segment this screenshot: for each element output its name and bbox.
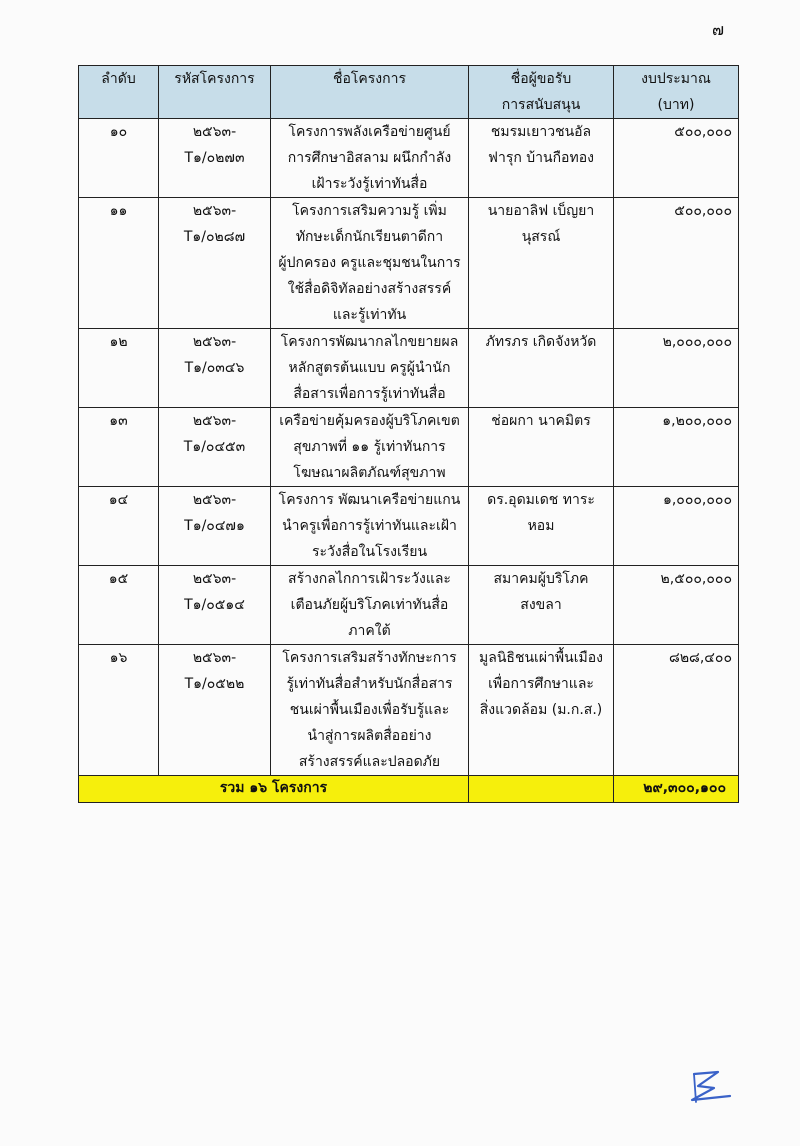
row-code: ๒๕๖๓- T๑/๐๕๑๔ bbox=[159, 566, 271, 645]
row-project-name: โครงการ พัฒนาเครือข่ายแกน นำครูเพื่อการรู้เท่าทันและเฝ้า ระวังสื่อในโรงเรียน bbox=[271, 487, 469, 566]
row-code: ๒๕๖๓- T๑/๐๓๔๖ bbox=[159, 329, 271, 408]
table-row bbox=[79, 329, 739, 408]
row-budget: ๘๒๘,๔๐๐ bbox=[614, 645, 739, 776]
row-code: ๒๕๖๓- T๑/๐๔๕๓ bbox=[159, 408, 271, 487]
total-empty-cell bbox=[469, 776, 614, 803]
total-label: รวม ๑๖ โครงการ bbox=[79, 776, 469, 803]
table-row bbox=[79, 487, 739, 566]
total-row bbox=[79, 776, 739, 803]
row-project-name: โครงการเสริมความรู้ เพิ่ม ทักษะเด็กนักเรียนตาดีกา ผู้ปกครอง ครูและชุมชนในการ ใช้สื่อดิจิทัลอย่างสร้างสรรค์ และรู้เท่าทัน bbox=[271, 198, 469, 329]
row-applicant: มูลนิธิชนเผ่าพื้นเมือง เพื่อการศึกษาและ สิ่งแวดล้อม (ม.ก.ส.) bbox=[469, 645, 614, 776]
table-row bbox=[79, 198, 739, 329]
row-project-name: สร้างกลไกการเฝ้าระวังและ เตือนภัยผู้บริโภคเท่าทันสื่อ ภาคใต้ bbox=[271, 566, 469, 645]
row-no: ๑๓ bbox=[79, 408, 159, 487]
header-name: ชื่อโครงการ bbox=[271, 66, 469, 119]
row-applicant: ภัทรภร เกิดจังหวัด bbox=[469, 329, 614, 408]
row-budget: ๑,๐๐๐,๐๐๐ bbox=[614, 487, 739, 566]
row-no: ๑๐ bbox=[79, 119, 159, 198]
table-row bbox=[79, 566, 739, 645]
row-code: ๒๕๖๓- T๑/๐๔๗๑ bbox=[159, 487, 271, 566]
header-org: ชื่อผู้ขอรับ การสนับสนุน bbox=[469, 66, 614, 119]
header-no: ลำดับ bbox=[79, 66, 159, 119]
row-applicant: นายอาลิฟ เบ็ญยา นุสรณ์ bbox=[469, 198, 614, 329]
handwritten-initial-mark-icon bbox=[684, 1068, 736, 1112]
row-no: ๑๕ bbox=[79, 566, 159, 645]
page-number: ๗ bbox=[712, 20, 725, 39]
row-no: ๑๖ bbox=[79, 645, 159, 776]
row-budget: ๕๐๐,๐๐๐ bbox=[614, 198, 739, 329]
row-applicant: ดร.อุดมเดช ทาระ หอม bbox=[469, 487, 614, 566]
row-budget: ๕๐๐,๐๐๐ bbox=[614, 119, 739, 198]
table-row bbox=[79, 645, 739, 776]
row-project-name: โครงการพัฒนากลไกขยายผล หลักสูตรต้นแบบ ครูผู้นำนัก สื่อสารเพื่อการรู้เท่าทันสื่อ bbox=[271, 329, 469, 408]
row-code: ๒๕๖๓- T๑/๐๕๒๒ bbox=[159, 645, 271, 776]
row-project-name: โครงการเสริมสร้างทักษะการ รู้เท่าทันสื่อสำหรับนักสื่อสาร ชนเผ่าพื้นเมืองเพื่อรับรู้และ นำสู่การผลิตสื่ออย่าง สร้างสรรค์และปลอดภัย bbox=[271, 645, 469, 776]
projects-table bbox=[78, 65, 739, 803]
table-header-row bbox=[79, 66, 739, 119]
row-budget: ๒,๕๐๐,๐๐๐ bbox=[614, 566, 739, 645]
header-budget: งบประมาณ (บาท) bbox=[614, 66, 739, 119]
row-project-name: เครือข่ายคุ้มครองผู้บริโภคเขต สุขภาพที่ ๑๑ รู้เท่าทันการ โฆษณาผลิตภัณฑ์สุขภาพ bbox=[271, 408, 469, 487]
header-code: รหัสโครงการ bbox=[159, 66, 271, 119]
row-no: ๑๑ bbox=[79, 198, 159, 329]
row-budget: ๒,๐๐๐,๐๐๐ bbox=[614, 329, 739, 408]
table-row bbox=[79, 119, 739, 198]
row-budget: ๑,๒๐๐,๐๐๐ bbox=[614, 408, 739, 487]
row-project-name: โครงการพลังเครือข่ายศูนย์ การศึกษาอิสลาม ผนึกกำลัง เฝ้าระวังรู้เท่าทันสื่อ bbox=[271, 119, 469, 198]
row-no: ๑๔ bbox=[79, 487, 159, 566]
row-applicant: ชมรมเยาวชนอัล ฟารุก บ้านกือทอง bbox=[469, 119, 614, 198]
row-no: ๑๒ bbox=[79, 329, 159, 408]
row-applicant: ช่อผกา นาคมิตร bbox=[469, 408, 614, 487]
row-code: ๒๕๖๓- T๑/๐๒๘๗ bbox=[159, 198, 271, 329]
row-applicant: สมาคมผู้บริโภค สงขลา bbox=[469, 566, 614, 645]
row-code: ๒๕๖๓- T๑/๐๒๗๓ bbox=[159, 119, 271, 198]
table-row bbox=[79, 408, 739, 487]
total-amount: ๒๙,๓๐๐,๑๐๐ bbox=[614, 776, 739, 803]
